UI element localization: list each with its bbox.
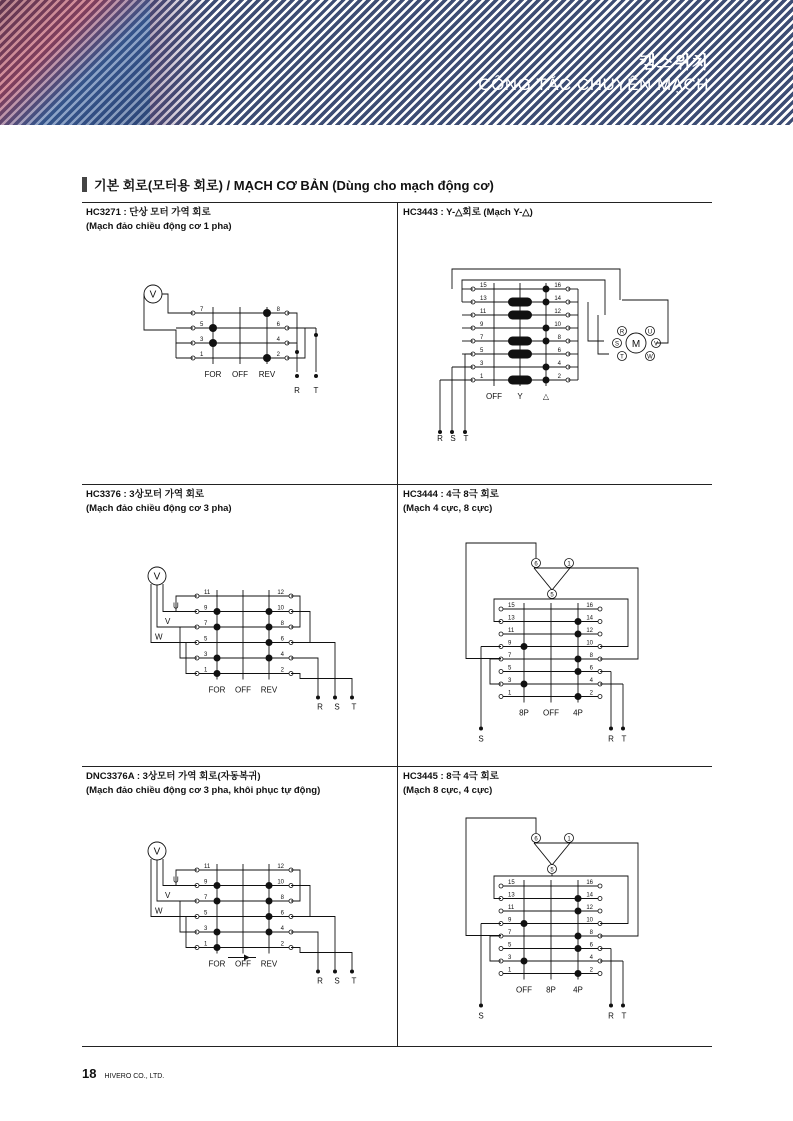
right-contact-number: 10	[277, 605, 284, 612]
terminal-label: R	[437, 434, 443, 443]
wire	[588, 302, 604, 341]
company-name: HIVERO CO., LTD.	[104, 1073, 165, 1080]
terminal-marker-label: T	[620, 354, 624, 361]
left-contact-number: 11	[508, 905, 515, 911]
right-terminal	[598, 884, 602, 888]
circuit-code: HC3444 : 4극 8극 회로	[403, 489, 499, 500]
position-label: OFF	[516, 985, 532, 995]
left-contact-number: 9	[204, 879, 208, 886]
terminal-label: R	[294, 386, 300, 395]
left-contact-number: 5	[200, 322, 204, 328]
cam-contact-dot	[214, 670, 221, 677]
cam-contact-dot	[543, 325, 550, 332]
circuit-code: HC3443 : Y-△회로 (Mạch Y-△)	[403, 207, 533, 218]
terminal-marker-label: V	[653, 341, 659, 348]
meter-label: V	[153, 846, 161, 858]
right-contact-number: 2	[557, 374, 561, 380]
left-contact-number: 11	[204, 864, 211, 870]
terminal-dot	[316, 970, 320, 974]
cam-contact-dot	[575, 970, 582, 977]
right-terminal	[598, 909, 602, 913]
terminal-marker-label: 1	[567, 561, 571, 568]
terminal-label: T	[621, 1011, 627, 1021]
terminal-dot	[316, 696, 320, 700]
right-contact-number: 10	[277, 879, 284, 886]
left-contact-number: 7	[480, 335, 484, 341]
cam-contact-dot	[263, 309, 271, 317]
cam-contact-dot	[543, 299, 550, 306]
terminal-marker-label: 5	[550, 592, 554, 599]
right-contact-number: 6	[280, 636, 284, 643]
cam-contact-dot	[266, 882, 273, 889]
motor-winding	[534, 568, 570, 590]
cam-contact-dot	[214, 624, 221, 631]
left-contact-number: 13	[508, 615, 515, 622]
right-contact-number: 4	[589, 955, 593, 961]
cam-contact-dot	[575, 631, 582, 638]
terminal-label: R	[608, 1011, 614, 1021]
wire	[452, 269, 620, 300]
right-contact-number: 8	[276, 307, 280, 313]
left-contact-number: 11	[508, 628, 515, 634]
left-terminal	[499, 909, 503, 913]
page-number: 18	[82, 1066, 97, 1081]
circuit-desc: (Mạch đảo chiều động cơ 3 pha)	[86, 503, 232, 514]
terminal-marker-label: S	[614, 341, 620, 348]
circuit-code: DNC3376A : 3상모터 가역 회로(자동복귀)	[86, 771, 261, 782]
left-contact-number: 5	[204, 636, 208, 643]
position-label: OFF	[232, 370, 248, 379]
cam-contact-dot	[575, 668, 582, 675]
right-contact-number: 8	[589, 930, 593, 936]
cam-contact-dot	[266, 655, 273, 662]
terminal-dot	[333, 696, 337, 700]
left-contact-number: 7	[508, 930, 512, 936]
right-contact-number: 12	[554, 309, 561, 315]
terminal-dot	[479, 727, 483, 731]
wire	[291, 932, 318, 970]
right-contact-number: 2	[280, 667, 284, 674]
position-label: FOR	[204, 370, 222, 379]
right-contact-number: 10	[586, 640, 593, 647]
circuit-desc: (Mạch đảo chiều động cơ 1 pha)	[86, 221, 232, 232]
cam-contact-dot	[214, 882, 221, 889]
terminal-label: R	[608, 734, 614, 744]
right-contact-number: 2	[276, 352, 280, 358]
wire	[176, 596, 197, 612]
terminal-dot	[609, 727, 613, 731]
terminal-dot	[621, 1004, 625, 1008]
cam-contact-bar	[508, 350, 532, 359]
terminal-marker-label: U	[647, 329, 653, 336]
position-label: REV	[260, 685, 278, 695]
left-contact-number: 5	[480, 348, 484, 354]
right-contact-number: 14	[586, 892, 593, 899]
left-contact-number: 13	[508, 892, 515, 899]
cam-contact-bar	[508, 311, 532, 320]
left-contact-number: 15	[508, 880, 515, 886]
cam-contact-dot	[543, 338, 550, 345]
position-label: 4P	[573, 985, 583, 995]
cam-contact-bar	[508, 298, 532, 307]
left-contact-number: 9	[204, 605, 208, 612]
cam-contact-dot	[214, 898, 221, 905]
wire	[163, 859, 197, 886]
right-contact-number: 4	[589, 678, 593, 684]
right-contact-number: 12	[277, 864, 284, 870]
circuit-desc: (Mạch đảo chiều động cơ 3 pha, khôi phục tự động)	[86, 785, 321, 796]
circuit-desc: (Mạch 8 cực, 4 cực)	[403, 785, 493, 796]
right-contact-number: 4	[557, 361, 561, 367]
right-contact-number: 4	[280, 652, 284, 658]
right-contact-number: 10	[586, 917, 593, 924]
right-terminal	[598, 607, 602, 611]
right-contact-number: 12	[277, 590, 284, 596]
terminal-marker-label: 5	[550, 867, 554, 874]
phase-label: V	[165, 617, 171, 626]
left-terminal	[499, 607, 503, 611]
left-contact-number: 3	[200, 337, 204, 343]
left-contact-number: 5	[508, 665, 512, 672]
terminal-dot	[609, 1004, 613, 1008]
left-contact-number: 1	[200, 352, 204, 358]
left-contact-number: 11	[480, 309, 487, 315]
wire	[466, 543, 536, 659]
cam-contact-bar	[508, 376, 532, 385]
left-contact-number: 3	[508, 678, 512, 684]
cam-contact-dot	[575, 693, 582, 700]
cam-contact-dot	[266, 608, 273, 615]
left-contact-number: 9	[480, 322, 484, 328]
meter-wire	[162, 294, 193, 313]
title-korean: 캠스위치	[639, 53, 709, 72]
terminal-marker-label: W	[647, 354, 653, 361]
left-terminal	[499, 695, 503, 699]
terminal-label: T	[351, 702, 357, 712]
left-terminal	[499, 670, 503, 674]
page-footer	[82, 1066, 164, 1081]
right-contact-number: 16	[586, 880, 593, 886]
terminal-marker-label: R	[619, 329, 625, 336]
circuit-code: HC3376 : 3상모터 가역 회로	[86, 489, 205, 500]
left-contact-number: 1	[480, 374, 484, 380]
cam-contact-dot	[521, 681, 528, 688]
terminal-marker-label: 1	[567, 836, 571, 843]
terminal-dot	[350, 970, 354, 974]
meter-label: V	[149, 289, 157, 301]
right-contact-number: 14	[586, 615, 593, 622]
right-contact-number: 4	[276, 337, 280, 343]
left-contact-number: 7	[508, 653, 512, 659]
position-label: REV	[258, 370, 276, 379]
left-contact-number: 1	[508, 967, 512, 974]
terminal-label: T	[621, 734, 627, 744]
right-contact-number: 16	[586, 603, 593, 609]
left-contact-number: 1	[508, 690, 512, 697]
right-contact-number: 12	[586, 905, 593, 911]
position-label: FOR	[208, 959, 226, 969]
left-contact-number: 1	[204, 667, 208, 674]
left-contact-number: 7	[204, 895, 208, 901]
title-vietnamese: CÔNG TẮC CHUYỂN MẠCH	[478, 75, 709, 94]
phase-label: U	[173, 601, 179, 611]
terminal-label: S	[478, 734, 484, 744]
right-contact-number: 8	[557, 335, 561, 341]
cam-contact-dot	[543, 377, 550, 384]
left-contact-number: 1	[204, 941, 208, 948]
right-terminal	[598, 632, 602, 636]
left-contact-number: 5	[204, 910, 208, 917]
circuit-desc: (Mạch 4 cực, 8 cực)	[403, 503, 493, 514]
right-contact-number: 2	[589, 967, 593, 974]
cam-contact-dot	[575, 656, 582, 663]
cam-contact-dot	[209, 324, 217, 332]
position-label: 4P	[573, 708, 583, 718]
right-terminal	[598, 620, 602, 624]
right-contact-number: 16	[554, 283, 561, 289]
cam-contact-dot	[266, 929, 273, 936]
left-terminal	[499, 972, 503, 976]
right-contact-number: 8	[589, 653, 593, 659]
cam-contact-dot	[263, 354, 271, 362]
cam-contact-bar	[508, 337, 532, 346]
position-label: OFF	[486, 392, 502, 401]
right-contact-number: 2	[589, 690, 593, 697]
position-label: △	[542, 392, 550, 401]
position-label: FOR	[208, 685, 226, 695]
left-contact-number: 9	[508, 917, 512, 924]
left-contact-number: 3	[480, 361, 484, 367]
left-contact-number: 7	[200, 307, 204, 313]
left-contact-number: 3	[204, 926, 208, 932]
terminal-label: S	[478, 1011, 484, 1021]
circuit-code: HC3445 : 8극 4극 회로	[403, 771, 499, 782]
right-terminal	[598, 972, 602, 976]
terminal-dot	[314, 374, 318, 378]
cam-contact-dot	[575, 945, 582, 952]
right-contact-number: 8	[280, 895, 284, 901]
phase-label: W	[155, 906, 163, 916]
left-contact-number: 15	[480, 283, 487, 289]
left-terminal	[499, 632, 503, 636]
cam-contact-dot	[543, 364, 550, 371]
terminal-dot	[295, 374, 299, 378]
wire	[291, 643, 335, 696]
wire	[176, 870, 197, 886]
left-contact-number: 15	[508, 603, 515, 609]
position-label: 8P	[519, 708, 529, 718]
cam-contact-dot	[209, 339, 217, 347]
circuit-code: HC3271 : 단상 모터 가역 회로	[86, 207, 211, 218]
terminal-label: R	[317, 702, 323, 712]
right-contact-number: 2	[280, 941, 284, 948]
position-label: OFF	[235, 685, 251, 695]
wire	[291, 658, 318, 696]
right-contact-number: 12	[586, 628, 593, 634]
terminal-label: R	[317, 976, 323, 986]
motor-winding	[534, 843, 570, 865]
right-contact-number: 6	[589, 942, 593, 949]
terminal-label: T	[463, 434, 469, 443]
right-terminal	[598, 897, 602, 901]
cam-contact-dot	[266, 639, 273, 646]
right-contact-number: 8	[280, 621, 284, 627]
left-contact-number: 7	[204, 621, 208, 627]
cam-contact-dot	[521, 643, 528, 650]
phase-label: U	[173, 875, 179, 885]
terminal-label: T	[313, 386, 319, 395]
cam-contact-dot	[266, 898, 273, 905]
terminal-label: T	[351, 976, 357, 986]
wire	[291, 917, 335, 970]
cam-contact-dot	[521, 958, 528, 965]
section-title: 기본 회로(모터용 회로) / MẠCH CƠ BẢN (Dùng cho mạch động cơ)	[94, 178, 494, 193]
wire	[163, 584, 197, 612]
cam-contact-dot	[214, 655, 221, 662]
cam-contact-dot	[214, 944, 221, 951]
right-contact-number: 4	[280, 926, 284, 932]
cam-contact-dot	[521, 920, 528, 927]
cam-contact-dot	[266, 624, 273, 631]
wire	[291, 674, 352, 696]
terminal-dot	[621, 727, 625, 731]
wire	[598, 315, 609, 354]
motor-label: M	[631, 339, 641, 350]
left-contact-number: 5	[508, 942, 512, 949]
right-contact-number: 6	[557, 348, 561, 354]
cam-contact-dot	[214, 608, 221, 615]
left-contact-number: 9	[508, 640, 512, 647]
right-contact-number: 6	[276, 322, 280, 328]
cam-contact-dot	[575, 933, 582, 940]
terminal-dot	[333, 970, 337, 974]
terminal-marker-label: 6	[534, 561, 538, 568]
position-label: OFF	[235, 959, 251, 969]
position-label: Y	[517, 392, 523, 401]
right-contact-number: 14	[554, 296, 561, 302]
right-contact-number: 10	[554, 322, 561, 328]
right-contact-number: 6	[280, 910, 284, 917]
left-contact-number: 11	[204, 590, 211, 596]
position-label: REV	[260, 959, 278, 969]
cam-contact-dot	[575, 895, 582, 902]
terminal-label: S	[334, 976, 340, 986]
wire	[291, 948, 352, 970]
terminal-label: S	[450, 434, 456, 443]
terminal-dot	[350, 696, 354, 700]
terminal-marker-label: 6	[534, 836, 538, 843]
right-contact-number: 6	[589, 665, 593, 672]
phase-label: V	[165, 891, 171, 900]
cam-contact-dot	[214, 929, 221, 936]
cam-contact-dot	[575, 618, 582, 625]
phase-label: W	[155, 632, 163, 642]
meter-label: V	[153, 571, 161, 583]
cam-contact-dot	[266, 913, 273, 920]
wire	[466, 818, 536, 936]
terminal-label: S	[334, 702, 340, 712]
left-contact-number: 3	[204, 652, 208, 658]
left-terminal	[499, 884, 503, 888]
position-label: OFF	[543, 708, 559, 718]
cam-contact-dot	[575, 908, 582, 915]
left-contact-number: 13	[480, 296, 487, 302]
cam-contact-dot	[543, 286, 550, 293]
left-terminal	[499, 947, 503, 951]
terminal-dot	[479, 1004, 483, 1008]
right-terminal	[598, 695, 602, 699]
position-label: 8P	[546, 985, 556, 995]
left-contact-number: 3	[508, 955, 512, 961]
